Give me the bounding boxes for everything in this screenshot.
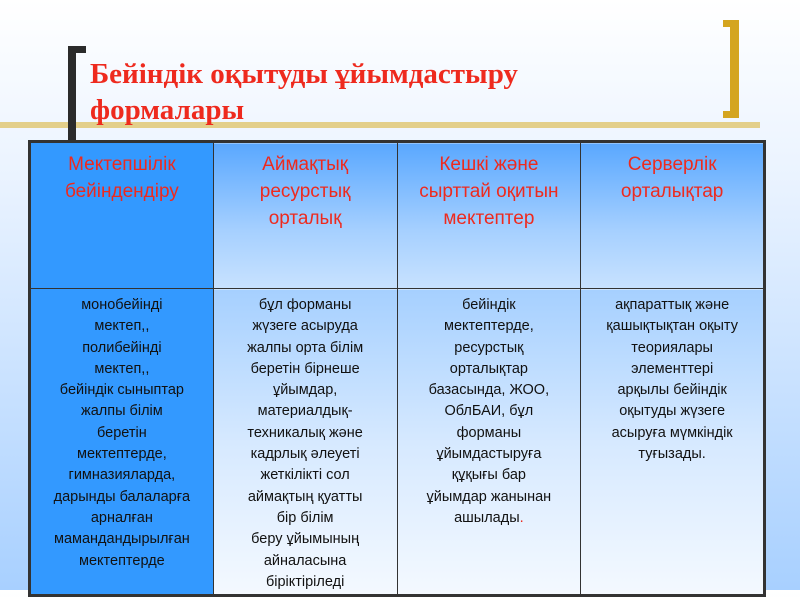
cell-text: бейіндік мектептерде, ресурстық орталықтар базасында, ЖОО, ОблБАИ, бұл форманы ұйымдастыруға құқығы бар ұйымдар жанынан ашылады [426,297,552,526]
forms-table [28,140,766,597]
table-cell: ақпараттық және қашықтықтан оқыту теориялары элементтері арқылы бейіндік оқытуды жүзеге асыруға мүмкіндік туғызады. [581,289,765,596]
header-cell: Серверлік орталықтар [581,142,765,289]
slide-title: Бейіндік оқытуды ұйымдастыру формалары [90,58,518,126]
table-header-row [30,142,765,289]
left-bracket-decoration [68,46,76,140]
header-cell: Аймақтық ресурстық орталық [213,142,397,289]
table-cell: бұл форманы жүзеге асыруда жалпы орта білім беретін бірнеше ұйымдар, материалдық- техникалық және кадрлық әлеуеті жеткілікті сол аймақтың қуатты бір білім беру ұйымының айналасына біріктіріледі [213,289,397,596]
right-bracket-decoration [730,20,739,118]
header-cell: Кешкі және сырттай оқитын мектептер [397,142,581,289]
table-cell: монобейінді мектеп,, полибейінді мектеп,, бейіндік сыныптар жалпы білім беретін мектептерде, гимназияларда, дарынды балаларға арналған мамандандырылған мектептерде [30,289,214,596]
red-period: . [519,509,524,526]
table-row [30,289,765,596]
table-cell [397,289,581,596]
header-cell: Мектепшілік бейіндендіру [30,142,214,289]
